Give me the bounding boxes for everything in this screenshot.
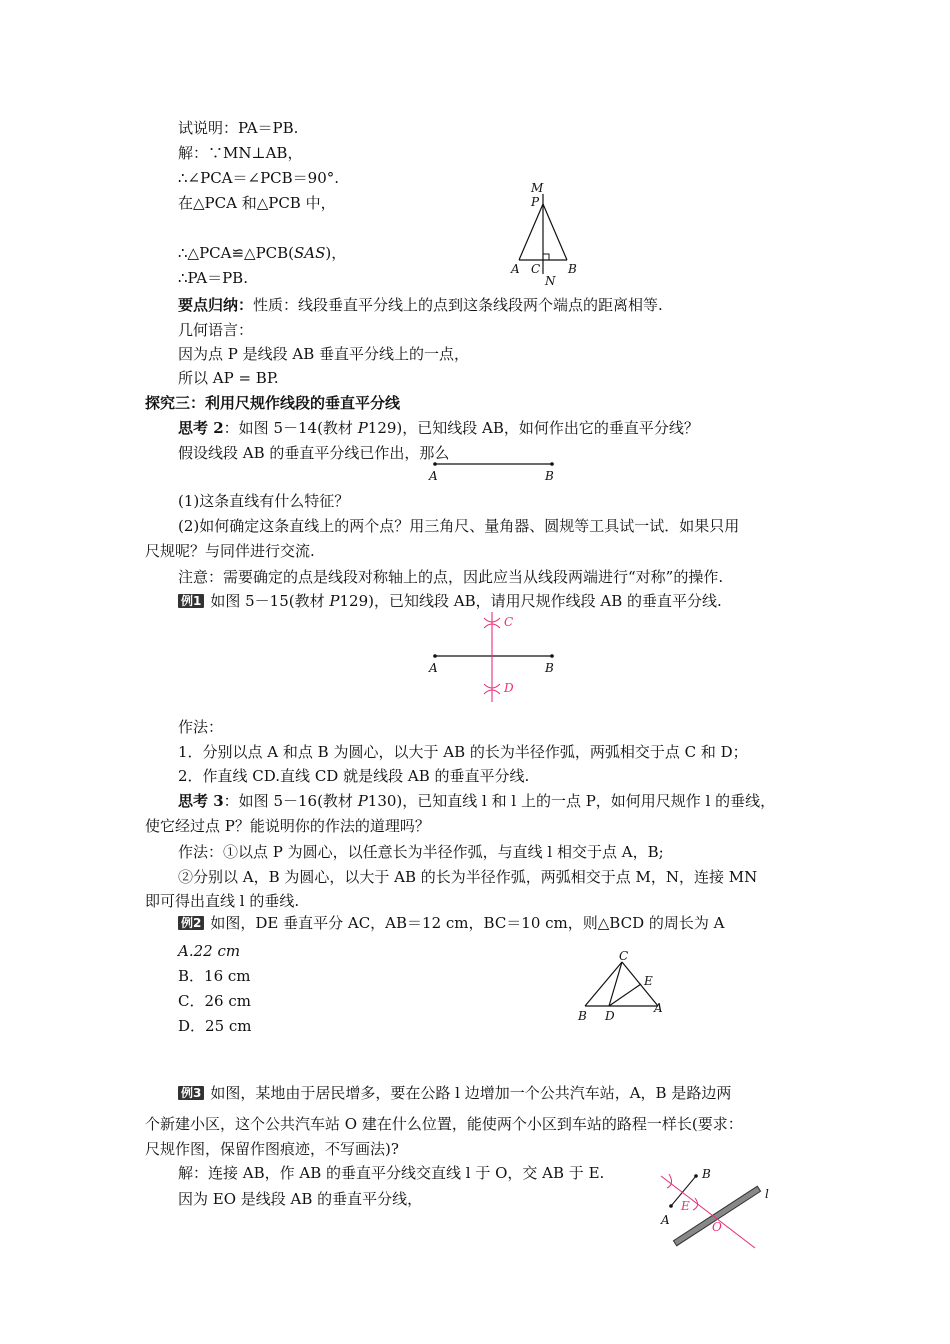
example-tag: 例1 [178, 594, 204, 608]
text-line: 试说明：PA＝PB. [178, 119, 299, 137]
example-tag: 例3 [178, 1086, 204, 1100]
label-A: A [654, 1001, 663, 1015]
text-line: ②分别以 A，B 为圆心，以大于 AB 的长为半径作弧，两弧相交于点 M，N，连接 MN [178, 868, 758, 886]
label-D: D [605, 1009, 615, 1023]
label-D: D [504, 681, 514, 695]
section-heading: 探究三：利用尺规作线段的垂直平分线 [145, 394, 401, 412]
example-3: 例3 如图，某地由于居民增多，要在公路 l 边增加一个公共汽车站，A，B 是路边两 [178, 1083, 731, 1103]
label-A: A [661, 1213, 670, 1227]
text-line: 因为点 P 是线段 AB 垂直平分线上的一点， [178, 345, 470, 363]
label-P: P [531, 195, 540, 209]
text-line: 所以 AP = BP. [178, 369, 279, 387]
option-a: A.22 cm [178, 942, 241, 960]
text-line: (2)如何确定这条直线上的两个点？用三角尺、量角器、圆规等工具试一试．如果只用 [178, 517, 740, 535]
figure-segment-ab [428, 458, 558, 488]
text-line: 思考 2：如图 5－14(教材 P129)，已知线段 AB，如何作出它的垂直平分线？ [178, 419, 699, 437]
text-line: 个新建小区，这个公共汽车站 O 建在什么位置，能使两个小区到车站的路程一样长(要求： [145, 1115, 743, 1133]
text-line: (1)这条直线有什么特征？ [178, 492, 350, 510]
option-d: D．25 cm [178, 1017, 252, 1035]
option-c: C．26 cm [178, 992, 251, 1010]
label-B: B [702, 1167, 711, 1181]
text-line: ∴PA＝PB. [178, 269, 248, 287]
text-line: 因为 EO 是线段 AB 的垂直平分线， [178, 1190, 423, 1208]
text-line: 作法：①以点 P 为圆心，以任意长为半径作弧，与直线 l 相交于点 A，B; [178, 843, 664, 861]
label-A: A [429, 661, 438, 675]
label-B: B [545, 661, 554, 675]
example-1: 例1 如图 5－15(教材 P129)，已知线段 AB，请用尺规作线段 AB 的垂直平分线. [178, 591, 722, 611]
figure-bisector-construction [428, 610, 563, 705]
figure-triangle-dec [575, 946, 675, 1026]
text-line: 思考 3：如图 5－16(教材 P130)，已知直线 l 和 l 上的一点 P，如何用尺规作 l 的垂线， [178, 792, 776, 810]
text-line: 使它经过点 P？能说明你的作法的道理吗？ [145, 817, 430, 835]
example-tag: 例2 [178, 916, 204, 930]
label-M: M [531, 181, 544, 195]
label-C: C [504, 615, 514, 629]
label-E: E [644, 974, 653, 988]
label-E: E [681, 1199, 690, 1213]
text-line: ∴∠PCA＝∠PCB＝90°. [178, 169, 340, 187]
label-l: l [765, 1187, 769, 1201]
text-line: ∴△PCA≌△PCB(SAS)， [178, 244, 347, 262]
text-line: 即可得出直线 l 的垂线. [145, 892, 300, 910]
label-A: A [511, 262, 520, 276]
text-line: 作法： [178, 718, 224, 736]
label-B: B [545, 469, 554, 483]
label-C: C [531, 262, 541, 276]
text-line: 解：连接 AB，作 AB 的垂直平分线交直线 l 于 O，交 AB 于 E. [178, 1164, 605, 1182]
label-O: O [712, 1220, 722, 1234]
text-line: 1．分别以点 A 和点 B 为圆心，以大于 AB 的长为半径作弧，两弧相交于点 C 和 D； [178, 743, 748, 761]
key-summary: 要点归纳：性质：线段垂直平分线上的点到这条线段两个端点的距离相等. [178, 296, 663, 314]
text-line: 2．作直线 CD.直线 CD 就是线段 AB 的垂直平分线. [178, 767, 530, 785]
text-line: 几何语言： [178, 321, 254, 339]
text-line: 假设线段 AB 的垂直平分线已作出，那么 [178, 444, 450, 462]
figure-bus-stop [655, 1160, 780, 1255]
text-line: 解：∵MN⊥AB， [178, 144, 303, 162]
label-N: N [545, 274, 556, 288]
text-line: 在△PCA 和△PCB 中， [178, 194, 336, 212]
label-B: B [578, 1009, 587, 1023]
text-line: 注意：需要确定的点是线段对称轴上的点，因此应当从线段两端进行“对称”的操作. [178, 568, 724, 586]
figure-perpendicular-bisector-triangle [505, 178, 585, 288]
option-b: B．16 cm [178, 967, 251, 985]
label-A: A [429, 469, 438, 483]
text-line: 尺规呢？与同伴进行交流. [145, 542, 315, 560]
label-B: B [568, 262, 577, 276]
text-line: 尺规作图，保留作图痕迹，不写画法)? [145, 1140, 399, 1158]
example-2: 例2 如图，DE 垂直平分 AC，AB＝12 cm，BC＝10 cm，则△BCD 的周长为 A [178, 913, 725, 933]
label-C: C [619, 949, 629, 963]
